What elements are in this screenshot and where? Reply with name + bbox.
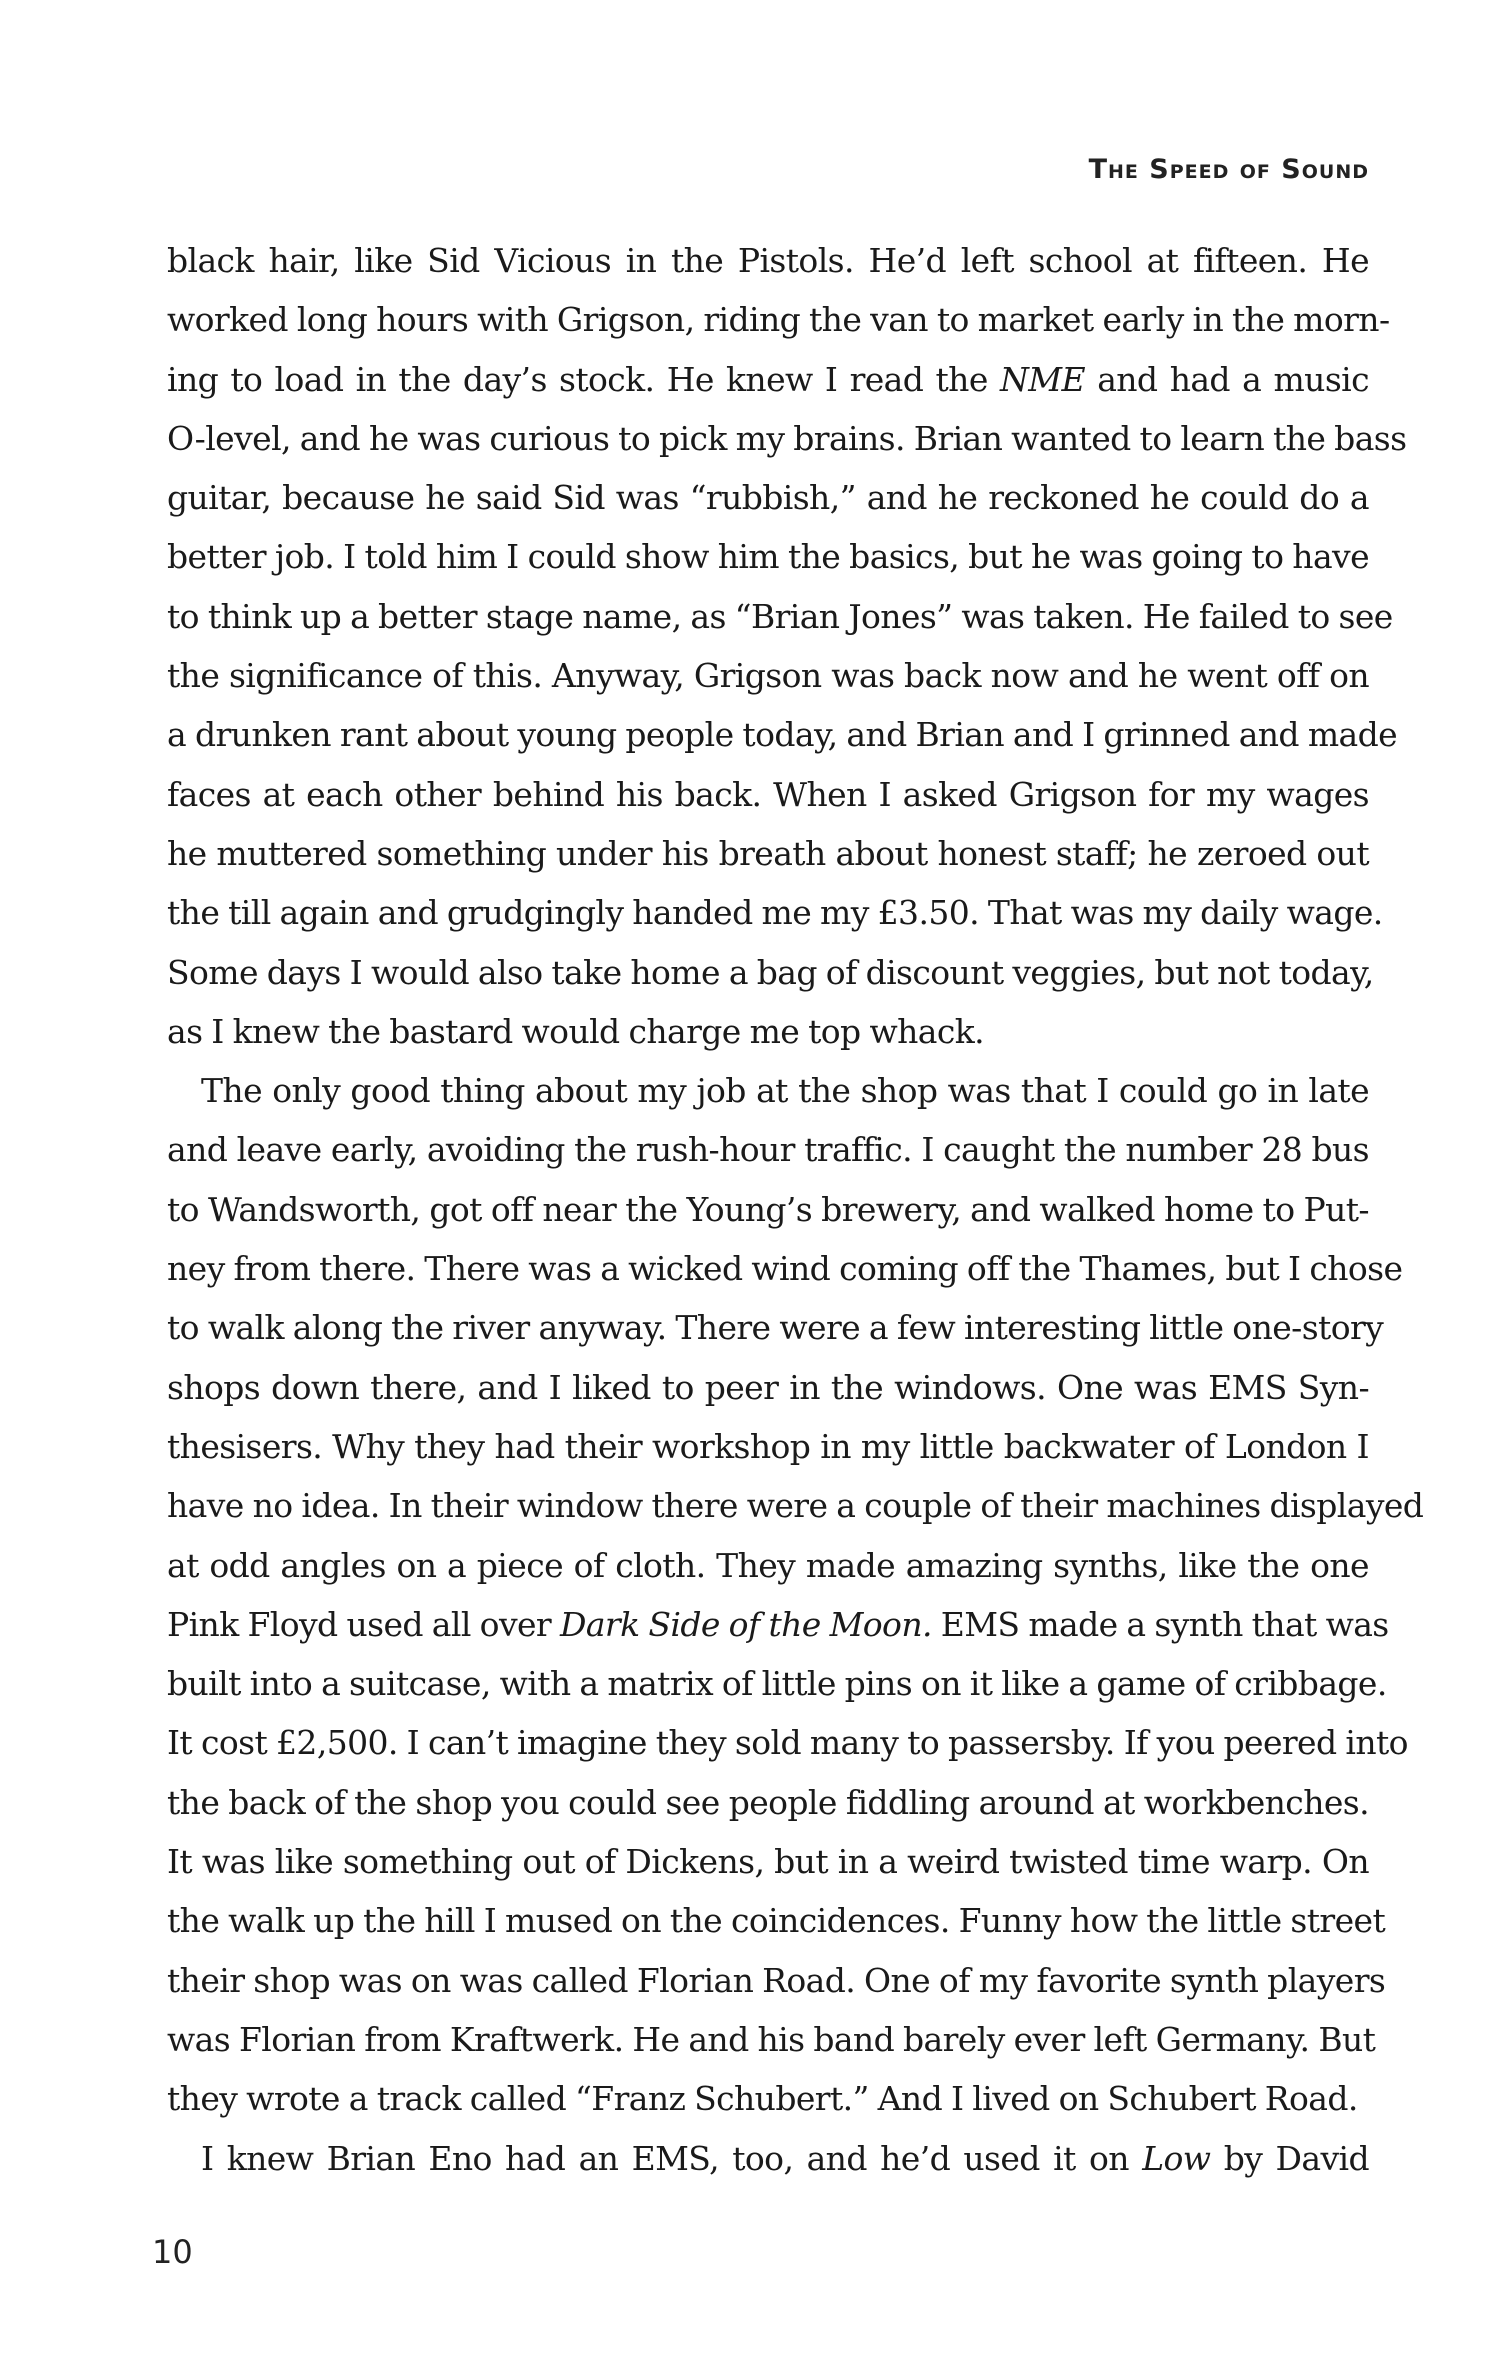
text-line [167, 1358, 1369, 1417]
text-line [167, 1180, 1369, 1239]
text-line [167, 1536, 1369, 1595]
text-line [167, 1773, 1369, 1832]
text-line [167, 1713, 1408, 1772]
paragraph [167, 1061, 1424, 2128]
text-segment: to walk along the river anyway. There were a few interesting little one-story [167, 1308, 1384, 1348]
text-line [167, 1891, 1386, 1950]
text-segment: they wrote a track called “Franz Schubert.” And I lived on Schubert Road. [167, 2079, 1358, 2119]
text-line [167, 1832, 1369, 1891]
text-line [167, 1239, 1403, 1298]
text-segment: he muttered something under his breath about honest staff; he zeroed out [167, 833, 1369, 873]
text-segment: shops down there, and I liked to peer in the windows. One was EMS Syn- [167, 1367, 1369, 1407]
italic-title: Dark Side of the Moon. [559, 1604, 932, 1644]
text-line [167, 350, 1369, 409]
text-segment: and leave early, avoiding the rush-hour traffic. I caught the number 28 bus [167, 1130, 1369, 1170]
text-segment: the back of the shop you could see people fiddling around at workbenches. [167, 1782, 1369, 1822]
text-segment: and had a music [1084, 359, 1370, 399]
text-line [167, 765, 1369, 824]
text-segment: by David [1210, 2138, 1369, 2178]
text-line [167, 1951, 1386, 2010]
text-segment: at odd angles on a piece of cloth. They made amazing synths, like the one [167, 1545, 1369, 1585]
text-segment: Some days I would also take home a bag of discount veggies, but not today, [167, 952, 1374, 992]
text-segment: thesisers. Why they had their workshop in my little backwater of London I [167, 1426, 1369, 1466]
text-segment: worked long hours with Grigson, riding the van to market early in the morn- [167, 300, 1390, 340]
text-segment: O-level, and he was curious to pick my brains. Brian wanted to learn the bass [167, 418, 1407, 458]
text-line [167, 2010, 1376, 2069]
text-line [167, 646, 1369, 705]
text-line [167, 290, 1390, 349]
italic-title: Low [1142, 2138, 1211, 2178]
text-segment: have no idea. In their window there were a couple of their machines displayed [167, 1486, 1424, 1526]
text-line [167, 587, 1393, 646]
text-line [167, 883, 1383, 942]
text-line [167, 1298, 1384, 1357]
text-segment: built into a suitcase, with a matrix of little pins on it like a game of cribbage. [167, 1664, 1387, 1704]
text-segment: to Wandsworth, got off near the Young’s brewery, and walked home to Put- [167, 1189, 1369, 1229]
page-number: 10 [152, 2233, 193, 2271]
body-text [167, 231, 1424, 2188]
text-segment: as I knew the bastard would charge me top whack. [167, 1011, 984, 1051]
text-line [167, 1417, 1369, 1476]
text-line [167, 943, 1374, 1002]
text-line [167, 1120, 1369, 1179]
text-segment: a drunken rant about young people today, and Brian and I grinned and made [167, 715, 1398, 755]
text-segment: EMS made a synth that was [931, 1604, 1389, 1644]
paragraph [167, 2129, 1369, 2188]
text-line [167, 1061, 1369, 1120]
text-line [167, 1654, 1387, 1713]
text-segment: the walk up the hill I mused on the coincidences. Funny how the little street [167, 1901, 1386, 1941]
text-line [167, 527, 1369, 586]
text-segment: ing to load in the day’s stock. He knew I read the [167, 359, 1000, 399]
text-segment: It cost £2,500. I can’t imagine they sold many to passersby. If you peered into [167, 1723, 1408, 1763]
text-segment: the significance of this. Anyway, Grigson was back now and he went off on [167, 656, 1369, 696]
text-line [167, 2069, 1369, 2128]
text-segment: guitar, because he said Sid was “rubbish,” and he reckoned he could do a [167, 478, 1369, 518]
text-line [167, 824, 1369, 883]
text-line [167, 2129, 1369, 2188]
text-segment: It was like something out of Dickens, but in a weird twisted time warp. On [167, 1842, 1369, 1882]
text-segment: I knew Brian Eno had an EMS, too, and he’d used it on [201, 2138, 1143, 2178]
text-segment: better job. I told him I could show him the basics, but he was going to have [167, 537, 1369, 577]
text-segment: ney from there. There was a wicked wind coming off the Thames, but I chose [167, 1249, 1403, 1289]
text-line [167, 1476, 1424, 1535]
text-line [167, 231, 1369, 290]
paragraph [167, 231, 1407, 1061]
running-head: The Speed of Sound [1088, 154, 1369, 185]
text-line [167, 1595, 1389, 1654]
text-segment: the till again and grudgingly handed me my £3.50. That was my daily wage. [167, 893, 1383, 933]
text-line [167, 1002, 1369, 1061]
text-segment: was Florian from Kraftwerk. He and his band barely ever left Germany. But [167, 2019, 1376, 2059]
text-segment: black hair, like Sid Vicious in the Pistols. He’d left school at fifteen. He [167, 241, 1369, 280]
text-line [167, 468, 1369, 527]
text-segment: their shop was on was called Florian Road. One of my favorite synth players [167, 1960, 1386, 2000]
text-line [167, 409, 1407, 468]
text-line [167, 705, 1398, 764]
text-segment: faces at each other behind his back. When I asked Grigson for my wages [167, 774, 1369, 814]
italic-title: NME [1000, 359, 1085, 399]
text-segment: The only good thing about my job at the shop was that I could go in late [201, 1071, 1369, 1111]
text-segment: to think up a better stage name, as “Brian Jones” was taken. He failed to see [167, 596, 1393, 636]
text-segment: Pink Floyd used all over [167, 1604, 560, 1644]
